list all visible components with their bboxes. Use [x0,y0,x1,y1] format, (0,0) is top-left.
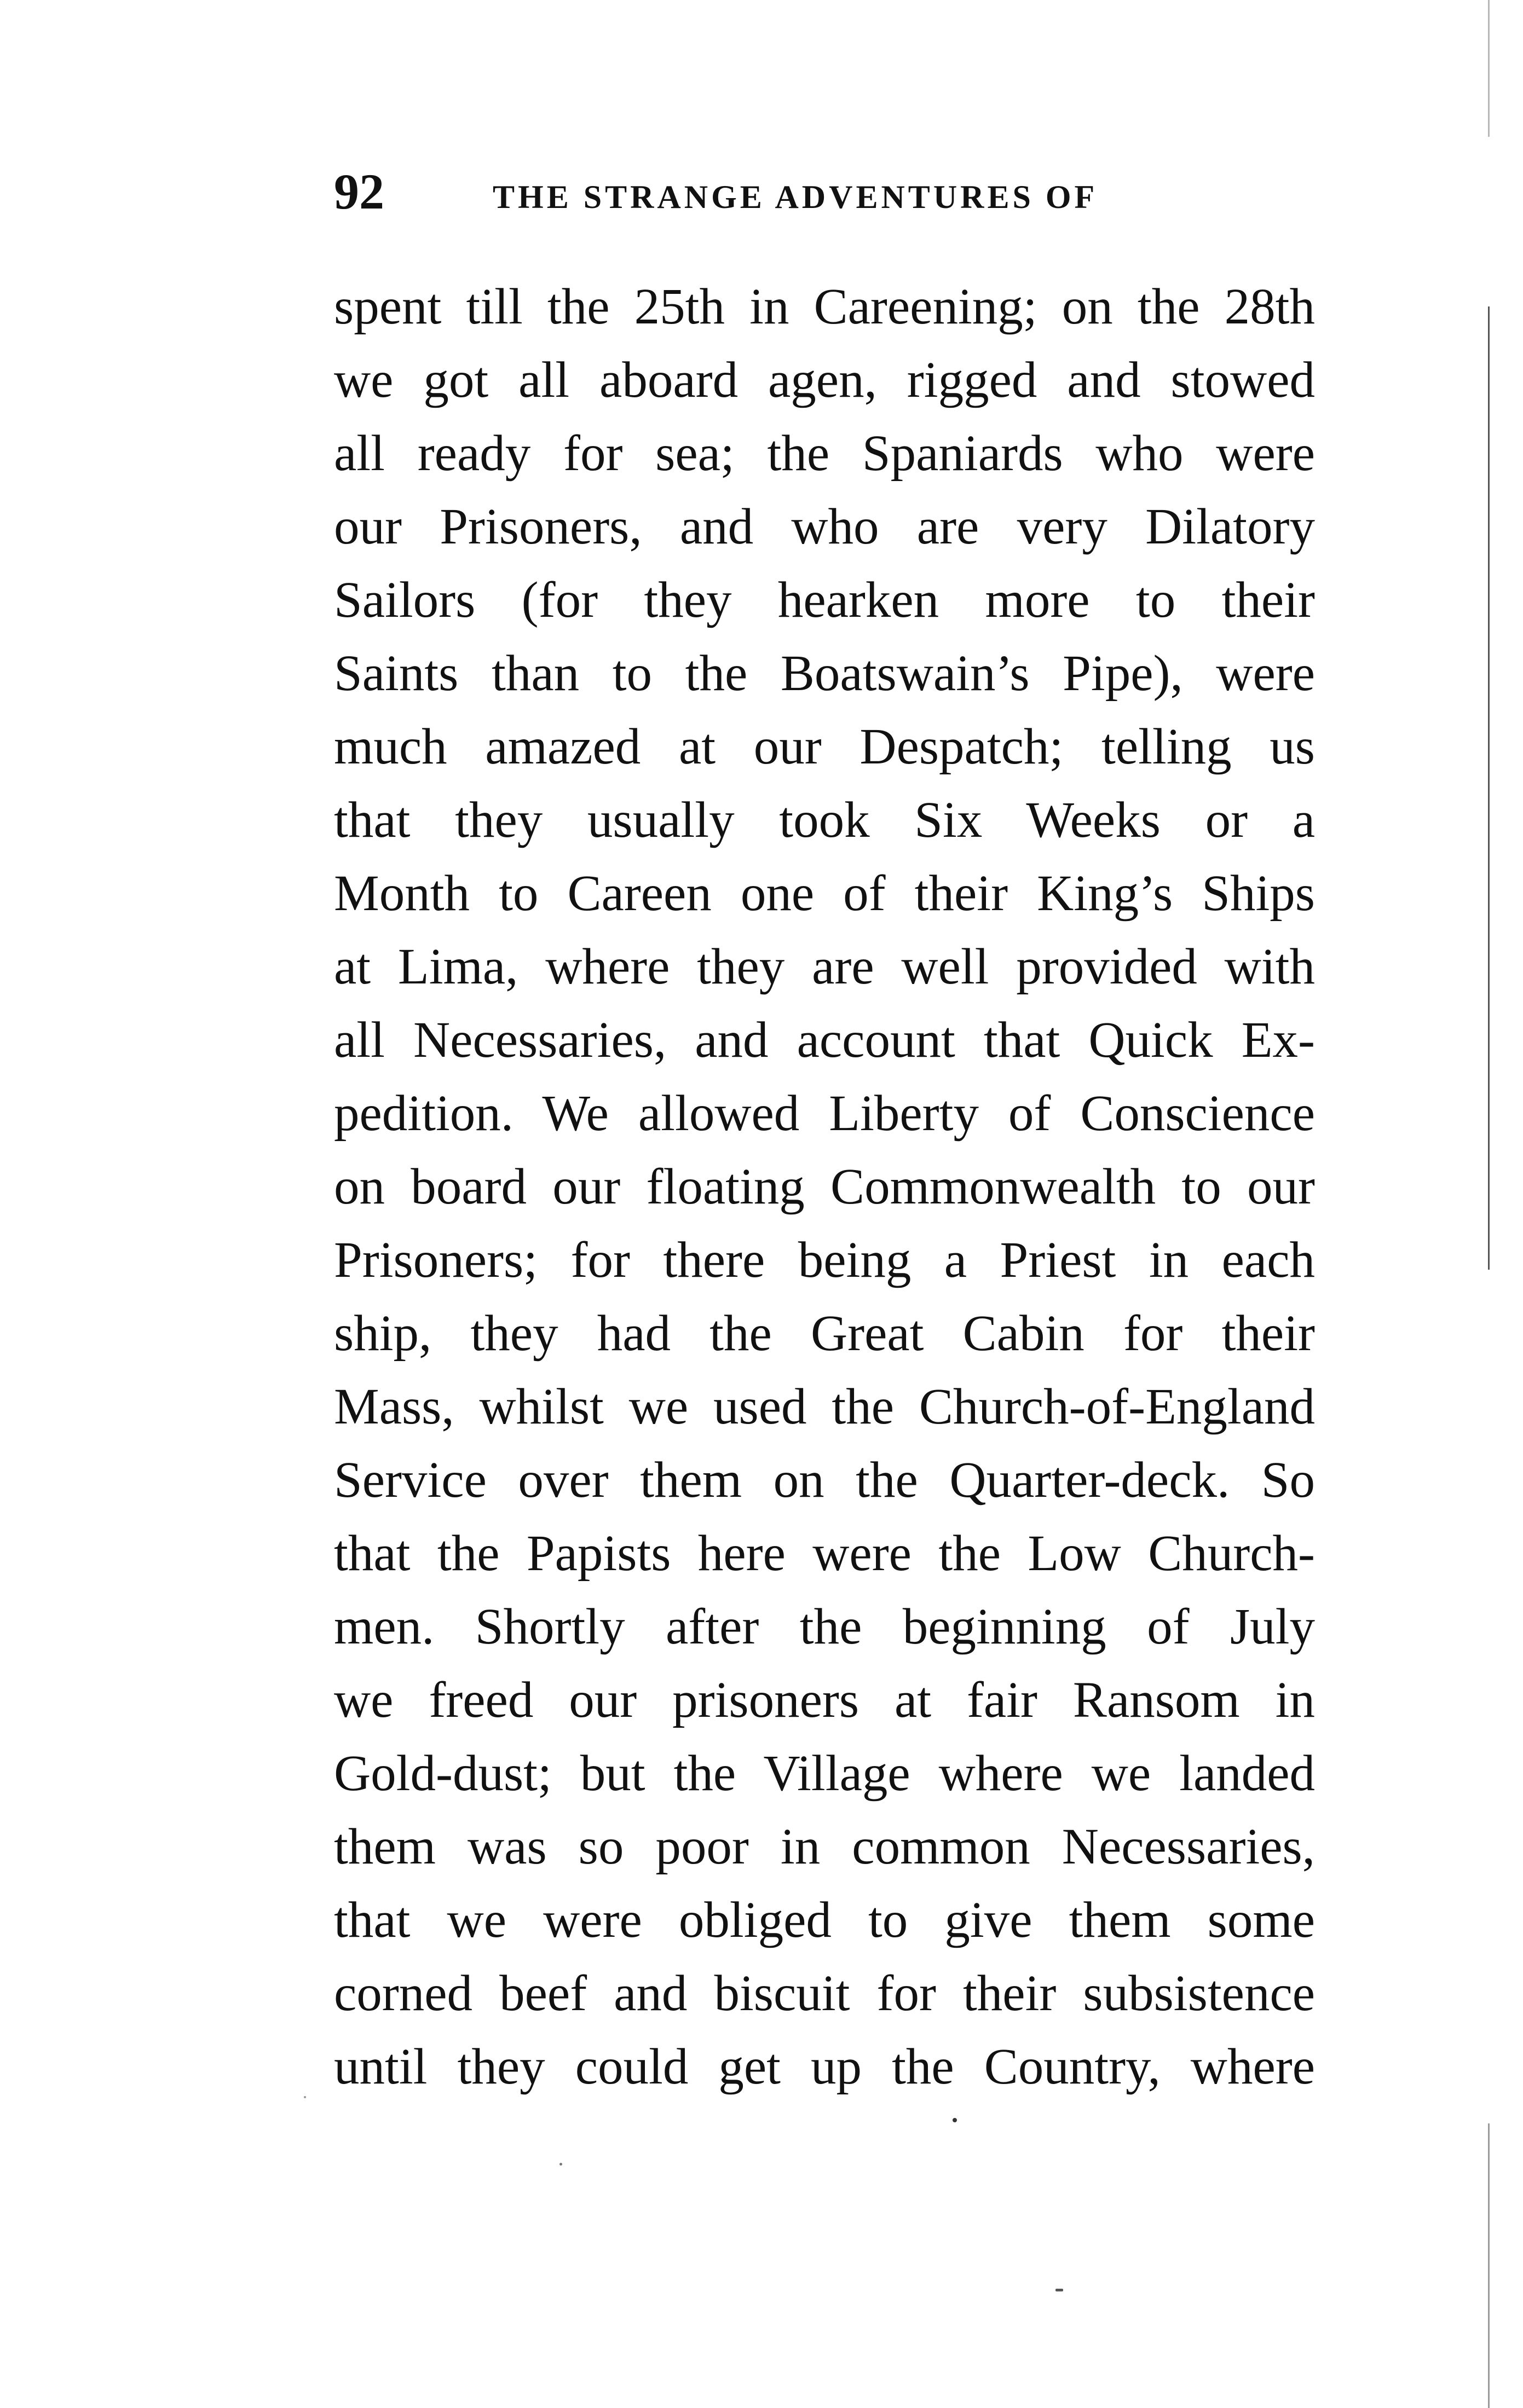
text-line: that the Papists here were the Low Church- [334,1525,1315,1582]
scan-speck [953,2118,957,2122]
text-line: Prisoners; for there being a Priest in each [334,1232,1315,1288]
scan-edge-line [1488,306,1490,1270]
text-line: ship, they had the Great Cabin for their [334,1305,1315,1362]
scan-edge-line [1488,2123,1490,2408]
text-line: until they could get up the Country, where [334,2039,1315,2095]
text-line: all Necessaries, and account that Quick Ex- [334,1012,1315,1068]
text-line: Gold-dust; but the Village where we landed [334,1745,1315,1802]
text-line: men. Shortly after the beginning of July [334,1599,1315,1655]
running-head [334,159,1319,224]
text-line: our Prisoners, and who are very Dilatory [334,499,1315,555]
text-line: much amazed at our Despatch; telling us [334,719,1315,775]
text-line: all ready for sea; the Spaniards who were [334,425,1315,482]
text-line: them was so poor in common Necessaries, [334,1819,1315,1875]
page-number: 92 [334,164,384,219]
scan-speck [1055,2289,1063,2291]
text-line: that they usually took Six Weeks or a [334,792,1315,848]
scan-speck [304,2096,306,2098]
text-line: spent till the 25th in Careening; on the 28th [334,279,1315,335]
text-line: corned beef and biscuit for their subsistence [334,1965,1315,2022]
text-line: Service over them on the Quarter-deck. So [334,1452,1315,1508]
text-line: that we were obliged to give them some [334,1892,1315,1948]
running-title: THE STRANGE ADVENTURES OF [493,179,1098,215]
text-line: Mass, whilst we used the Church-of-England [334,1379,1315,1435]
text-line: on board our floating Commonwealth to our [334,1159,1315,1215]
scan-speck [559,2163,562,2166]
text-line: pedition. We allowed Liberty of Conscience [334,1085,1315,1142]
text-line: Month to Careen one of their King’s Ships [334,865,1315,922]
text-line: Saints than to the Boatswain’s Pipe), were [334,645,1315,702]
body-text [334,270,1315,2104]
text-line: at Lima, where they are well provided with [334,939,1315,995]
scan-edge-line [1488,0,1490,137]
text-line: we got all aboard agen, rigged and stowed [334,352,1315,408]
text-line: Sailors (for they hearken more to their [334,572,1315,628]
text-line: we freed our prisoners at fair Ransom in [334,1672,1315,1728]
